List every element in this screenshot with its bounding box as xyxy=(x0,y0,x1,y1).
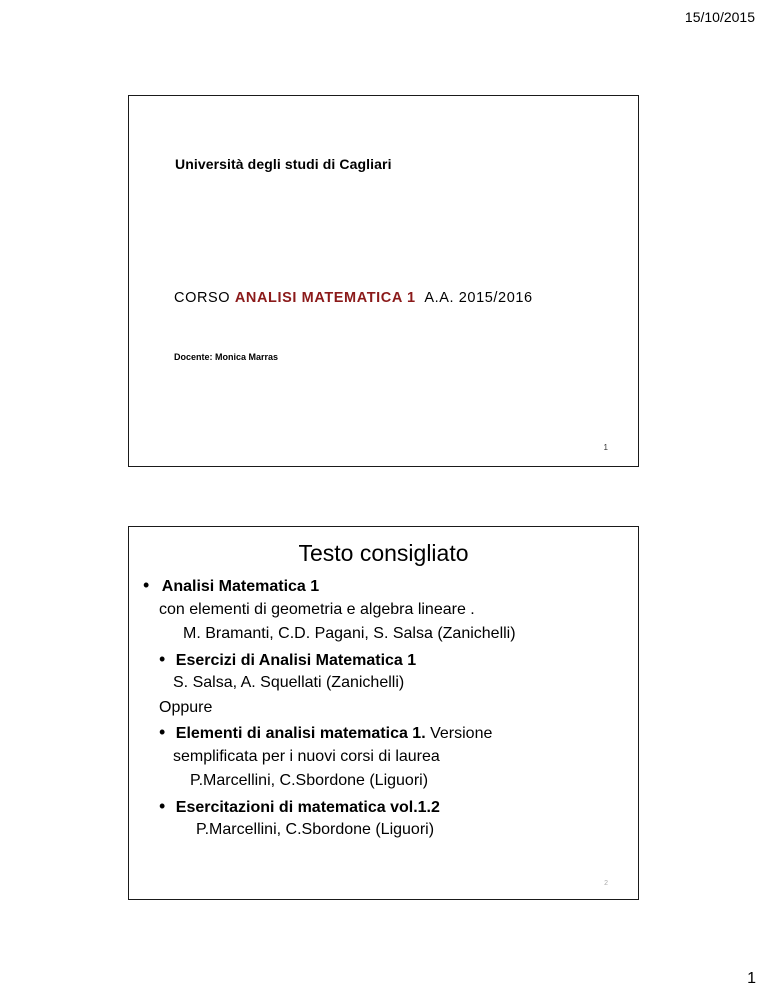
teacher-name: Docente: Monica Marras xyxy=(174,352,279,362)
list-item xyxy=(143,573,319,600)
list-item xyxy=(159,720,492,747)
book-title: Elementi di analisi matematica 1. xyxy=(175,725,426,742)
book-authors: M. Bramanti, C.D. Pagani, S. Salsa (Zanichelli) xyxy=(183,625,516,642)
slide-number: 2 xyxy=(604,880,608,887)
bullet-icon: • xyxy=(143,575,150,595)
academic-year: A.A. 2015/2016 xyxy=(424,290,533,306)
slide-number: 1 xyxy=(603,443,608,452)
separator-text: Oppure xyxy=(159,698,213,716)
bullet-icon: • xyxy=(159,795,166,816)
book-title: Esercizi di Analisi Matematica 1 xyxy=(175,651,417,669)
header-date: 15/10/2015 xyxy=(684,9,755,25)
book-authors: P.Marcellini, C.Sbordone (Liguori) xyxy=(190,772,429,789)
list-item xyxy=(159,794,440,821)
book-title: Analisi Matematica 1 xyxy=(161,578,320,595)
book-authors: S. Salsa, A. Squellati (Zanichelli) xyxy=(173,674,405,691)
bullet-icon: • xyxy=(159,722,166,742)
course-name: ANALISI MATEMATICA 1 xyxy=(234,290,416,306)
book-title-rest: Versione xyxy=(425,725,493,742)
slide-2 xyxy=(128,526,639,900)
book-subtitle: con elementi di geometria e algebra lineare . xyxy=(159,600,475,618)
course-prefix: CORSO xyxy=(174,290,231,306)
university-name: Università degli studi di Cagliari xyxy=(175,156,392,172)
list-item xyxy=(159,647,416,674)
book-subtitle: semplificata per i nuovi corsi di laurea xyxy=(173,747,440,765)
course-line xyxy=(174,290,533,306)
book-authors: P.Marcellini, C.Sbordone (Liguori) xyxy=(196,821,435,838)
book-title: Esercitazioni di matematica vol.1.2 xyxy=(175,798,440,816)
bullet-icon: • xyxy=(159,648,166,669)
slide-title: Testo consigliato xyxy=(298,540,469,566)
slide-1 xyxy=(128,95,639,467)
page-number: 1 xyxy=(747,970,756,987)
